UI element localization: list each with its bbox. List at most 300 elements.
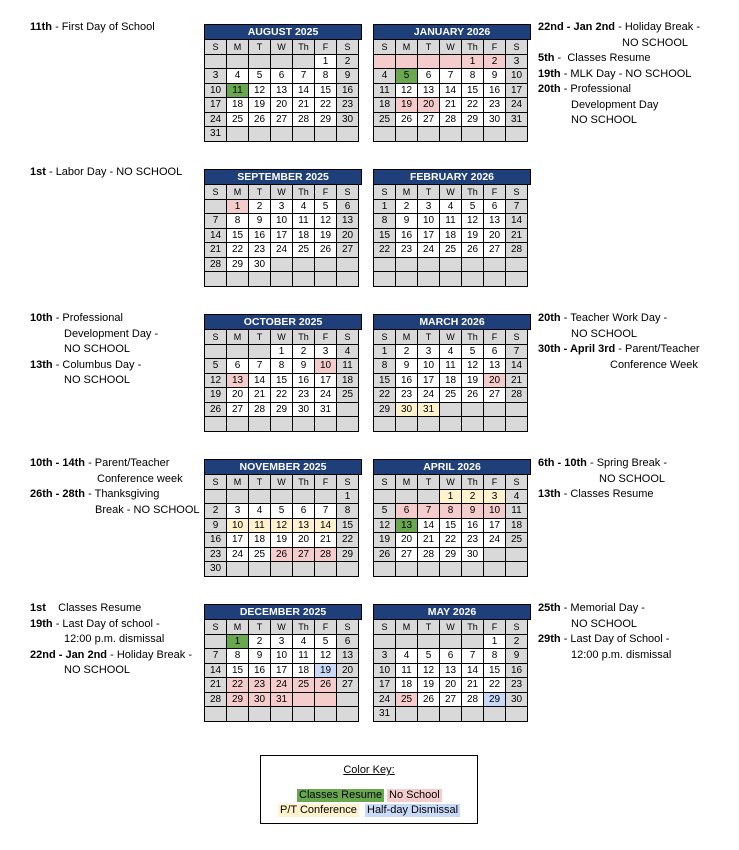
calendar-day: 22 — [374, 388, 396, 403]
calendar-blank — [227, 127, 249, 142]
day-of-week-header: M — [227, 330, 249, 345]
calendar-day: 25 — [293, 243, 315, 258]
note-text: NO SCHOOL — [64, 374, 131, 386]
calendar-day: 13 — [484, 214, 506, 229]
calendar-february-2026 — [373, 169, 531, 287]
calendar-day: 11 — [293, 214, 315, 229]
calendar-day: 21 — [506, 229, 528, 244]
calendar-day: 22 — [227, 678, 249, 693]
calendar-day: 19 — [271, 533, 293, 548]
calendar-day: 15 — [227, 229, 249, 244]
calendar-blank — [396, 55, 418, 70]
calendar-day: 15 — [271, 374, 293, 389]
calendar-blank — [271, 258, 293, 273]
calendar-day: 7 — [440, 69, 462, 84]
calendar-day: 11 — [440, 359, 462, 374]
calendar-day: 20 — [484, 374, 506, 389]
calendar-day: 9 — [506, 649, 528, 664]
calendar-day: 22 — [440, 533, 462, 548]
calendar-day: 18 — [249, 533, 271, 548]
day-of-week-header: T — [418, 185, 440, 200]
calendar-day: 22 — [337, 533, 359, 548]
calendar-day: 9 — [205, 519, 227, 534]
calendar-blank — [462, 403, 484, 418]
calendar-august-2025 — [204, 24, 362, 142]
calendar-day: 20 — [271, 98, 293, 113]
calendar-blank — [506, 127, 528, 142]
calendar-day: 18 — [374, 98, 396, 113]
calendar-day: 28 — [293, 113, 315, 128]
note-text: - First Day of School — [55, 21, 155, 33]
calendar-day: 5 — [462, 345, 484, 360]
note-date: 10th - 14th — [30, 457, 86, 469]
calendar-day: 25 — [396, 693, 418, 708]
calendar-day: 18 — [440, 229, 462, 244]
calendar-day: 21 — [506, 374, 528, 389]
calendar-blank — [227, 562, 249, 577]
calendar-day: 13 — [484, 359, 506, 374]
calendar-blank — [374, 127, 396, 142]
note-date: 30th - April 3rd — [538, 343, 616, 355]
day-of-week-header: S — [337, 330, 359, 345]
calendar-day: 1 — [484, 635, 506, 650]
calendar-grid — [204, 474, 362, 577]
note-text: - Last Day of School - — [563, 633, 670, 645]
calendar-day: 20 — [293, 533, 315, 548]
calendar-blank — [249, 127, 271, 142]
note-text: Development Day — [571, 98, 659, 111]
calendar-day: 1 — [462, 55, 484, 70]
calendar-day: 16 — [337, 84, 359, 99]
calendar-blank — [440, 562, 462, 577]
calendar-day: 13 — [293, 519, 315, 534]
note-text: NO SCHOOL — [571, 327, 638, 340]
calendar-blank — [249, 345, 271, 360]
calendar-day: 17 — [271, 229, 293, 244]
day-of-week-header: M — [227, 620, 249, 635]
note-date: 10th — [30, 312, 53, 324]
calendar-title: MAY 2026 — [373, 604, 531, 619]
note-text: - Professional — [55, 312, 123, 324]
day-of-week-header: F — [315, 330, 337, 345]
calendar-day: 28 — [205, 693, 227, 708]
note-date: 19th — [30, 617, 53, 630]
note-text: - Memorial Day - — [563, 602, 645, 614]
calendar-day: 23 — [462, 533, 484, 548]
calendar-day: 8 — [484, 649, 506, 664]
calendar-day: 16 — [396, 229, 418, 244]
calendar-day: 15 — [440, 519, 462, 534]
day-of-week-header: M — [396, 40, 418, 55]
day-of-week-header: F — [315, 475, 337, 490]
calendar-day: 6 — [227, 359, 249, 374]
day-of-week-header: S — [337, 40, 359, 55]
calendar-day: 16 — [396, 374, 418, 389]
calendar-day: 20 — [418, 98, 440, 113]
calendar-day: 6 — [418, 69, 440, 84]
calendar-day: 10 — [374, 664, 396, 679]
calendar-blank — [315, 272, 337, 287]
calendar-day: 29 — [462, 113, 484, 128]
calendar-day: 8 — [271, 359, 293, 374]
calendar-day: 2 — [205, 504, 227, 519]
calendar-day: 30 — [205, 562, 227, 577]
calendar-day: 4 — [293, 200, 315, 215]
calendar-day: 17 — [418, 374, 440, 389]
calendar-day: 23 — [249, 678, 271, 693]
calendar-blank — [249, 55, 271, 70]
day-of-week-header: W — [440, 330, 462, 345]
calendar-day: 29 — [484, 693, 506, 708]
calendar-april-2026 — [373, 459, 531, 577]
calendar-day: 4 — [293, 635, 315, 650]
calendar-day: 27 — [396, 548, 418, 563]
day-of-week-header: S — [374, 185, 396, 200]
calendar-day: 28 — [440, 113, 462, 128]
note-october — [30, 311, 158, 389]
note-text: NO SCHOOL — [622, 36, 689, 49]
calendar-day: 23 — [205, 548, 227, 563]
day-of-week-header: S — [374, 40, 396, 55]
calendar-day: 8 — [337, 504, 359, 519]
calendar-day: 12 — [315, 214, 337, 229]
calendar-day: 7 — [249, 359, 271, 374]
calendar-day: 14 — [205, 664, 227, 679]
calendar-title: JANUARY 2026 — [373, 24, 531, 39]
calendar-day: 3 — [271, 635, 293, 650]
calendar-day: 8 — [374, 359, 396, 374]
calendar-title: FEBRUARY 2026 — [373, 169, 531, 184]
calendar-grid — [373, 474, 531, 577]
calendar-blank — [418, 562, 440, 577]
calendar-day: 26 — [315, 678, 337, 693]
calendar-day: 31 — [315, 403, 337, 418]
note-text: Conference week — [97, 472, 183, 485]
calendar-day: 9 — [484, 69, 506, 84]
calendar-blank — [227, 55, 249, 70]
calendar-day: 3 — [506, 55, 528, 70]
day-of-week-header: F — [484, 185, 506, 200]
calendar-day: 10 — [271, 214, 293, 229]
calendar-blank — [462, 258, 484, 273]
calendar-day: 27 — [484, 243, 506, 258]
calendar-blank — [205, 490, 227, 505]
calendar-blank — [293, 55, 315, 70]
calendar-day: 17 — [271, 664, 293, 679]
calendar-day: 21 — [315, 533, 337, 548]
day-of-week-header: S — [374, 475, 396, 490]
day-of-week-header: T — [418, 475, 440, 490]
calendar-day: 7 — [205, 214, 227, 229]
calendar-day: 9 — [396, 214, 418, 229]
calendar-blank — [418, 272, 440, 287]
day-of-week-header: M — [227, 185, 249, 200]
day-of-week-header: S — [205, 40, 227, 55]
calendar-day: 16 — [249, 664, 271, 679]
calendar-day: 18 — [293, 229, 315, 244]
calendar-day: 5 — [396, 69, 418, 84]
calendar-day: 6 — [293, 504, 315, 519]
day-of-week-header: S — [374, 620, 396, 635]
calendar-day: 17 — [418, 229, 440, 244]
calendar-day: 29 — [227, 693, 249, 708]
calendar-day: 13 — [396, 519, 418, 534]
calendar-day: 19 — [249, 98, 271, 113]
calendar-day: 31 — [271, 693, 293, 708]
day-of-week-header: S — [506, 620, 528, 635]
calendar-day: 20 — [337, 229, 359, 244]
calendar-blank — [227, 417, 249, 432]
calendar-blank — [337, 417, 359, 432]
calendar-day: 4 — [227, 69, 249, 84]
calendar-day: 19 — [315, 229, 337, 244]
day-of-week-header: F — [315, 185, 337, 200]
note-text: 12:00 p.m. dismissal — [571, 648, 672, 661]
note-date: 6th - 10th — [538, 457, 587, 469]
calendar-day: 25 — [227, 113, 249, 128]
calendar-day: 10 — [271, 649, 293, 664]
calendar-title: OCTOBER 2025 — [204, 314, 362, 329]
calendar-blank — [462, 272, 484, 287]
calendar-day: 31 — [418, 403, 440, 418]
calendar-day: 13 — [271, 84, 293, 99]
note-date: 5th — [538, 52, 555, 64]
calendar-day: 27 — [337, 678, 359, 693]
calendar-october-2025 — [204, 314, 362, 432]
calendar-day: 10 — [205, 84, 227, 99]
calendar-blank — [249, 417, 271, 432]
calendar-day: 30 — [462, 548, 484, 563]
calendar-day: 25 — [293, 678, 315, 693]
day-of-week-header: W — [271, 40, 293, 55]
note-text: Conference Week — [610, 358, 698, 371]
calendar-day: 14 — [205, 229, 227, 244]
calendar-day: 28 — [315, 548, 337, 563]
day-of-week-header: T — [418, 330, 440, 345]
calendar-day: 26 — [374, 548, 396, 563]
calendar-blank — [205, 55, 227, 70]
day-of-week-header: S — [374, 330, 396, 345]
day-of-week-header: T — [249, 40, 271, 55]
calendar-day: 12 — [374, 519, 396, 534]
calendar-day: 13 — [418, 84, 440, 99]
calendar-day: 18 — [227, 98, 249, 113]
calendar-day: 15 — [315, 84, 337, 99]
calendar-day: 24 — [506, 98, 528, 113]
calendar-day: 30 — [249, 258, 271, 273]
calendar-day: 17 — [374, 678, 396, 693]
calendar-day: 26 — [315, 243, 337, 258]
calendar-day: 5 — [374, 504, 396, 519]
calendar-day: 23 — [249, 243, 271, 258]
calendar-blank — [418, 127, 440, 142]
day-of-week-header: F — [315, 40, 337, 55]
day-of-week-header: F — [484, 475, 506, 490]
note-date: 19th — [538, 67, 561, 80]
calendar-day: 10 — [484, 504, 506, 519]
calendar-blank — [249, 272, 271, 287]
calendar-blank — [396, 258, 418, 273]
calendar-day: 13 — [337, 214, 359, 229]
calendar-day: 18 — [506, 519, 528, 534]
day-of-week-header: T — [418, 620, 440, 635]
calendar-blank — [315, 562, 337, 577]
calendar-day: 21 — [462, 678, 484, 693]
calendar-blank — [396, 272, 418, 287]
calendar-day: 22 — [374, 243, 396, 258]
calendar-day: 17 — [315, 374, 337, 389]
calendar-day: 13 — [227, 374, 249, 389]
calendar-blank — [396, 562, 418, 577]
calendar-day: 30 — [484, 113, 506, 128]
calendar-day: 14 — [293, 84, 315, 99]
note-date: 1st — [30, 602, 46, 614]
calendar-blank — [249, 490, 271, 505]
calendar-blank — [396, 490, 418, 505]
calendar-grid — [204, 329, 362, 432]
note-august — [30, 20, 155, 36]
calendar-day: 27 — [484, 388, 506, 403]
calendar-day: 23 — [506, 678, 528, 693]
calendar-blank — [337, 707, 359, 722]
calendar-day: 9 — [337, 69, 359, 84]
calendar-blank — [271, 490, 293, 505]
calendar-day: 1 — [374, 345, 396, 360]
calendar-day: 12 — [462, 359, 484, 374]
calendar-day: 13 — [337, 649, 359, 664]
calendar-blank — [293, 693, 315, 708]
calendar-blank — [293, 707, 315, 722]
calendar-day: 12 — [462, 214, 484, 229]
calendar-day: 5 — [315, 200, 337, 215]
note-date: 22nd - Jan 2nd — [538, 21, 616, 33]
calendar-blank — [484, 548, 506, 563]
calendar-day: 2 — [396, 345, 418, 360]
calendar-blank — [374, 417, 396, 432]
calendar-blank — [315, 127, 337, 142]
calendar-day: 26 — [462, 243, 484, 258]
calendar-day: 28 — [418, 548, 440, 563]
calendar-blank — [440, 272, 462, 287]
calendar-december-2025 — [204, 604, 362, 722]
calendar-day: 3 — [205, 69, 227, 84]
calendar-day: 6 — [396, 504, 418, 519]
note-date: 20th — [538, 83, 561, 95]
day-of-week-header: F — [315, 620, 337, 635]
calendar-day: 10 — [418, 214, 440, 229]
calendar-day: 17 — [484, 519, 506, 534]
calendar-day: 20 — [396, 533, 418, 548]
day-of-week-header: Th — [293, 475, 315, 490]
calendar-day: 4 — [440, 200, 462, 215]
day-of-week-header: S — [337, 475, 359, 490]
calendar-day: 27 — [293, 548, 315, 563]
calendar-blank — [506, 258, 528, 273]
calendar-day: 24 — [418, 388, 440, 403]
calendar-day: 11 — [337, 359, 359, 374]
calendar-day: 5 — [418, 649, 440, 664]
calendar-blank — [374, 272, 396, 287]
calendar-blank — [374, 635, 396, 650]
calendar-blank — [418, 417, 440, 432]
calendar-blank — [440, 707, 462, 722]
calendar-day: 23 — [337, 98, 359, 113]
note-november — [30, 456, 200, 518]
calendar-day: 25 — [440, 388, 462, 403]
calendar-day: 14 — [249, 374, 271, 389]
note-text: Break - NO SCHOOL — [95, 503, 200, 516]
calendar-day: 28 — [249, 403, 271, 418]
calendar-day: 22 — [484, 678, 506, 693]
day-of-week-header: Th — [462, 40, 484, 55]
calendar-blank — [396, 707, 418, 722]
day-of-week-header: W — [271, 330, 293, 345]
day-of-week-header: W — [440, 40, 462, 55]
calendar-january-2026 — [373, 24, 531, 142]
calendar-title: SEPTEMBER 2025 — [204, 169, 362, 184]
calendar-blank — [293, 417, 315, 432]
calendar-blank — [249, 707, 271, 722]
note-date: 22nd - Jan 2nd — [30, 648, 108, 661]
day-of-week-header: Th — [462, 330, 484, 345]
calendar-blank — [337, 562, 359, 577]
note-text: 12:00 p.m. dismissal — [64, 633, 165, 645]
calendar-day: 29 — [440, 548, 462, 563]
day-of-week-header: S — [205, 620, 227, 635]
calendar-day: 18 — [440, 374, 462, 389]
calendar-march-2026 — [373, 314, 531, 432]
calendar-blank — [271, 562, 293, 577]
note-text: - Spring Break - — [589, 457, 667, 469]
calendar-day: 16 — [484, 84, 506, 99]
calendar-day: 6 — [484, 345, 506, 360]
note-may — [538, 601, 671, 663]
calendar-blank — [462, 635, 484, 650]
note-date: 20th — [538, 312, 561, 324]
calendar-day: 16 — [249, 229, 271, 244]
calendar-day: 4 — [249, 504, 271, 519]
calendar-day: 7 — [418, 504, 440, 519]
day-of-week-header: W — [440, 620, 462, 635]
calendar-day: 12 — [315, 649, 337, 664]
note-text: - Holiday Break - — [618, 21, 701, 33]
calendar-day: 15 — [484, 664, 506, 679]
calendar-day: 2 — [396, 200, 418, 215]
calendar-day: 21 — [205, 243, 227, 258]
calendar-day: 30 — [293, 403, 315, 418]
note-april — [538, 456, 667, 503]
calendar-title: NOVEMBER 2025 — [204, 459, 362, 474]
note-text: - Holiday Break - — [110, 648, 193, 661]
calendar-day: 29 — [227, 258, 249, 273]
calendar-day: 30 — [506, 693, 528, 708]
calendar-blank — [418, 707, 440, 722]
calendar-blank — [484, 707, 506, 722]
calendar-day: 20 — [440, 678, 462, 693]
calendar-day: 27 — [271, 113, 293, 128]
calendar-day: 31 — [374, 707, 396, 722]
calendar-day: 20 — [337, 664, 359, 679]
calendar-day: 28 — [506, 388, 528, 403]
calendar-day: 11 — [249, 519, 271, 534]
calendar-day: 16 — [293, 374, 315, 389]
calendar-day: 11 — [374, 84, 396, 99]
calendar-day: 8 — [374, 214, 396, 229]
calendar-day: 5 — [315, 635, 337, 650]
calendar-day: 21 — [440, 98, 462, 113]
calendar-day: 10 — [227, 519, 249, 534]
calendar-day: 29 — [315, 113, 337, 128]
